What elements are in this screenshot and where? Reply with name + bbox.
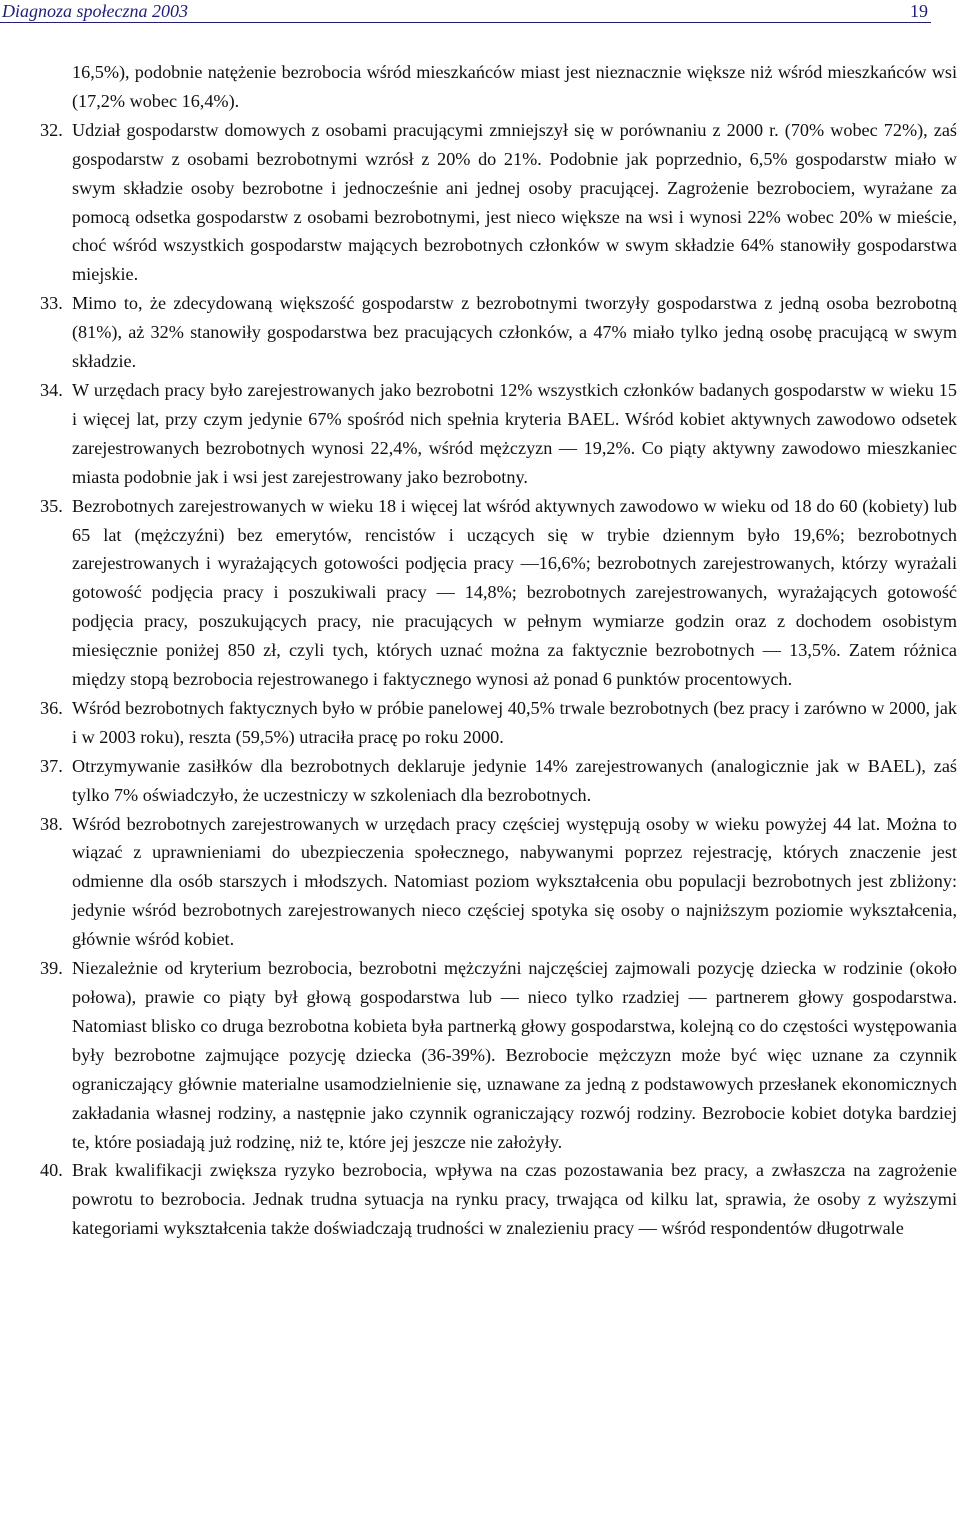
list-item-36 (40, 694, 957, 752)
item-number: 37. (40, 755, 63, 776)
item-number: 39. (40, 958, 63, 979)
item-text: Brak kwalifikacji zwiększa ryzyko bezrobocia, wpływa na czas pozostawania bez pracy, a zwłaszcza na zagrożenie powrotu to bezrobocia. Jednak trudna sytuacja na rynku pracy, trwająca od kilku lat, sprawia, że osoby z wyższymi kategoriami wykształcenia także doświadczają trudności w znalezieniu pracy — wśród respondentów długotrwale (72, 1160, 957, 1239)
running-title: Diagnoza społeczna 2003 (2, 1, 188, 21)
item-text: Wśród bezrobotnych zarejestrowanych w urzędach pracy częściej występują osoby w wieku powyżej 44 lat. Można to wiązać z uprawnieniami do ubezpieczenia społecznego, nabywanymi poprzez rejestrację, których znaczenie jest odmienne dla osób starszych i młodszych. Natomiast poziom wykształcenia obu populacji bezrobotnych jest zbliżony: jedynie wśród bezrobotnych zarejestrowanych nieco częściej spotyka się osoby o najniższym poziomie wykształcenia, głównie wśród kobiet. (72, 813, 957, 950)
item-number: 33. (40, 293, 63, 314)
item-number: 32. (40, 119, 63, 140)
document-body (40, 58, 957, 1243)
header-rule (0, 22, 931, 23)
item-text: Otrzymywanie zasiłków dla bezrobotnych deklaruje jedynie 14% zarejestrowanych (analogicznie jak w BAEL), zaś tylko 7% oświadczyło, że uczestniczy w szkoleniach dla bezrobotnych. (72, 755, 957, 805)
item-number: 38. (40, 813, 63, 834)
page-header (0, 0, 960, 26)
list-item-35 (40, 492, 957, 694)
list-item-39 (40, 954, 957, 1156)
list-item-38 (40, 810, 957, 955)
list-item-33 (40, 289, 957, 376)
list-item-40 (40, 1156, 957, 1243)
page-number: 19 (910, 1, 928, 21)
item-number: 34. (40, 379, 63, 400)
continuation-paragraph: 16,5%), podobnie natężenie bezrobocia wśród mieszkańców miast jest nieznacznie większe niż wśród mieszkańców wsi (17,2% wobec 16,4%). (72, 62, 957, 111)
item-text: W urzędach pracy było zarejestrowanych jako bezrobotni 12% wszystkich członków badanych gospodarstw w wieku 15 i więcej lat, przy czym jedynie 67% spośród nich spełnia kryteria BAEL. Wśród kobiet aktywnych zawodowo odsetek zarejestrowanych bezrobotnych wynosi 22,4%, wśród mężczyzn — 19,2%. Co piąty aktywny zawodowo mieszkaniec miasta podobnie jak i wsi jest zarejestrowany jako bezrobotny. (72, 379, 957, 487)
item-text: Niezależnie od kryterium bezrobocia, bezrobotni mężczyźni najczęściej zajmowali pozycję dziecka w rodzinie (około połowa), prawie co piąty był głową gospodarstwa lub — nieco tylko rzadziej — partnerem głowy gospodarstwa. Natomiast blisko co druga bezrobotna kobieta była partnerką głowy gospodarstwa, kolejną co do częstości występowania były bezrobotne zajmujące pozycję dziecka (36-39%). Bezrobocie mężczyzn może być więc uznane za czynnik ograniczający głównie materialne usamodzielnienie się, uznawane za jedną z podstawowych przesłanek ekonomicznych zakładania własnej rodziny, a następnie jako czynnik ograniczający rozwój rodziny. Bezrobocie kobiet dotyka bardziej te, które posiadają już rodzinę, niż te, które jej jeszcze nie założyły. (72, 958, 957, 1152)
item-number: 36. (40, 697, 63, 718)
item-text: Mimo to, że zdecydowaną większość gospodarstw z bezrobotnymi tworzyły gospodarstwa z jedną osoba bezrobotną (81%), aż 32% stanowiły gospodarstwa bez pracujących członków, a 47% miało tylko jedną osobę pracującą w swym składzie. (72, 293, 957, 372)
item-number: 35. (40, 495, 63, 516)
list-item-34 (40, 376, 957, 492)
item-text: Udział gospodarstw domowych z osobami pracującymi zmniejszył się w porównaniu z 2000 r. (70% wobec 72%), zaś gospodarstw z osobami bezrobotnymi wzrósł z 20% do 21%. Podobnie jak poprzednio, 6,5% gospodarstw miało w swym składzie osoby bezrobotne i jednocześnie ani jednej osoby pracującej. Zagrożenie bezrobociem, wyrażane za pomocą odsetka gospodarstw z osobami bezrobotnymi, jest nieco większe na wsi i wynosi 22% wobec 20% w mieście, choć wśród wszystkich gospodarstw mających bezrobotnych członków w swym składzie 64% stanowiły gospodarstwa miejskie. (72, 119, 957, 285)
list-item-37 (40, 752, 957, 810)
item-number: 40. (40, 1160, 63, 1181)
item-text: Bezrobotnych zarejestrowanych w wieku 18 i więcej lat wśród aktywnych zawodowo w wieku od 18 do 60 (kobiety) lub 65 lat (mężczyźni) bez emerytów, rencistów i uczących się w trybie dziennym było 19,6%; bezrobotnych zarejestrowanych i wyrażających gotowości podjęcia pracy —16,6%; bezrobotnych zarejestrowanych, którzy wyrażali gotowość podjęcia pracy i poszukiwali pracy — 14,8%; bezrobotnych zarejestrowanych, wyrażających gotowość podjęcia pracy, poszukujących pracy, nie pracujących w pełnym wymiarze godzin oraz z dochodem osobistym miesięcznie poniżej 850 zł, czyli tych, których uznać można za faktycznie bezrobotnych — 13,5%. Zatem różnica między stopą bezrobocia rejestrowanego i faktycznego wynosi aż ponad 6 punktów procentowych. (72, 495, 957, 690)
item-text: Wśród bezrobotnych faktycznych było w próbie panelowej 40,5% trwale bezrobotnych (bez pracy i zarówno w 2000, jak i w 2003 roku), reszta (59,5%) utraciła pracę po roku 2000. (72, 697, 957, 747)
list-item-32 (40, 116, 957, 289)
